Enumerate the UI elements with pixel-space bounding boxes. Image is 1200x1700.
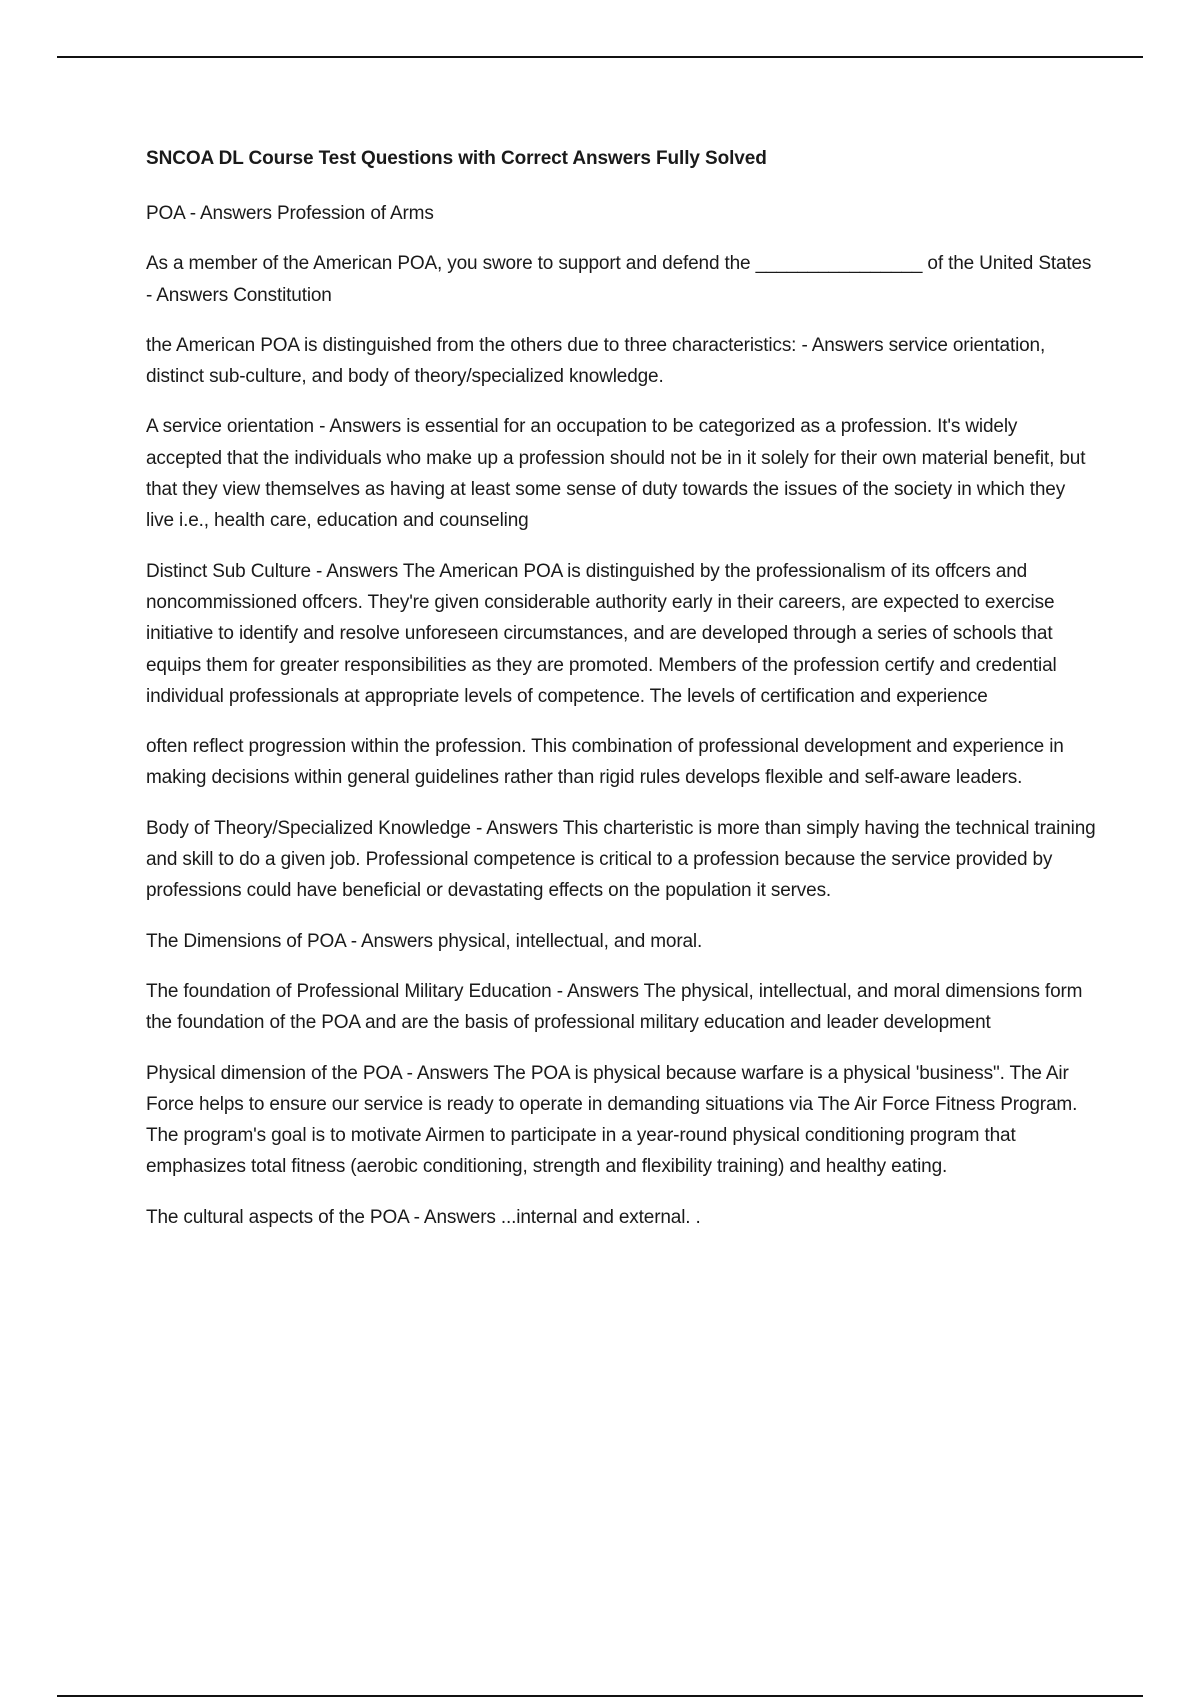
paragraph-service-orientation: A service orientation - Answers is essential for an occupation to be categorized as a profession. It's widely accepted that the individuals who make up a profession should not be in it solely for their own material benefit, but that they view themselves as having at least some sense of duty towards the issues of the society in which they live i.e., health care, education and counseling	[146, 416, 1086, 532]
document-body	[146, 146, 1096, 1252]
footer-rule	[57, 1695, 1143, 1697]
paragraph-constitution: As a member of the American POA, you swore to support and defend the ________________ of the United States - Answers Constitution	[146, 253, 1092, 306]
paragraph-cultural-aspects: The cultural aspects of the POA - Answers ...internal and external. .	[146, 1206, 701, 1228]
paragraph-pme-foundation: The foundation of Professional Military Education - Answers The physical, intellectual, and moral dimensions form the foundation of the POA and are the basis of professional military education and leader development	[146, 980, 1083, 1034]
paragraph-poa-definition: POA - Answers Profession of Arms	[146, 203, 434, 224]
paragraph-progression: often reflect progression within the profession. This combination of professional development and experience in making decisions within general guidelines rather than rigid rules develops flexible and self-aware leaders.	[146, 736, 1064, 789]
paragraph-body-of-theory: Body of Theory/Specialized Knowledge - Answers This charteristic is more than simply having the technical training and skill to do a given job. Professional competence is critical to a profession because the service provided by professions could have beneficial or devastating effects on the population it serves.	[146, 817, 1096, 902]
header-rule	[57, 56, 1143, 58]
paragraph-three-characteristics: the American POA is distinguished from the others due to three characteristics: - Answers service orientation, distinct sub-culture, and body of theory/specialized knowledge.	[146, 334, 1046, 388]
paragraph-dimensions: The Dimensions of POA - Answers physical, intellectual, and moral.	[146, 930, 703, 952]
document-title: SNCOA DL Course Test Questions with Correct Answers Fully Solved	[146, 148, 767, 169]
paragraph-distinct-sub-culture: Distinct Sub Culture - Answers The American POA is distinguished by the professionalism of its offcers and noncommissioned offcers. They're given considerable authority early in their careers, are expected to exercise initiative to identify and resolve unforeseen circumstances, and are developed through a series of schools that equips them for greater responsibilities as they are promoted. Members of the profession certify and credential individual professionals at appropriate levels of competence. The levels of certification and experience	[146, 560, 1057, 707]
paragraph-physical-dimension: Physical dimension of the POA - Answers The POA is physical because warfare is a physical 'business". The Air Force helps to ensure our service is ready to operate in demanding situations via The Air Force Fitness Program. The program's goal is to motivate Airmen to participate in a year-round physical conditioning program that emphasizes total fitness (aerobic conditioning, strength and flexibility training) and healthy eating.	[146, 1062, 1078, 1178]
